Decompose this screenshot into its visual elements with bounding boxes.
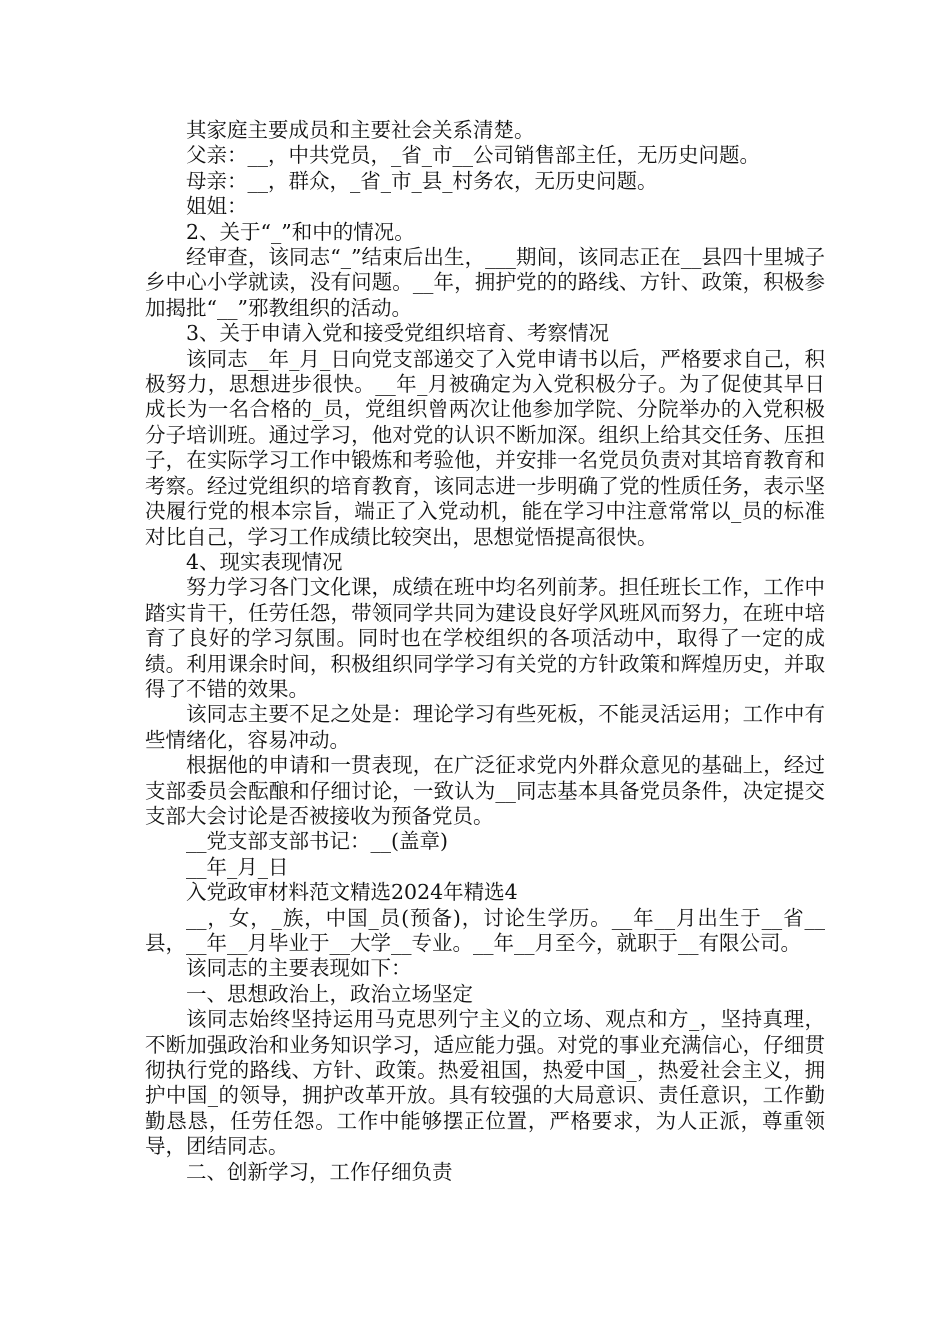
section-heading-3: 3、关于申请入党和接受党组织培育、考察情况 (186, 321, 610, 346)
section-heading-2: 2、关于“_”和中的情况。 (186, 219, 415, 244)
paragraph-profile: __，女，_族，中国_员(预备)，讨论生学历。__年__月出生于__省__县，__年__月毕业于__大学__专业。__年__月至今，就职于__有限公司。 (145, 905, 825, 955)
document-body (145, 118, 825, 1185)
paragraph-mother: 母亲：__，群众，_省_市_县_村务农，无历史问题。 (186, 168, 658, 193)
paragraph-sister: 姐姐： (186, 194, 248, 219)
paragraph-application: 该同志__年_月_日向党支部递交了入党申请书以后，严格要求自己，积极努力，思想进步很快。__年_月被确定为入党积极分子。为了促使其早日成长为一名合格的_员，党组织曾两次让他参加学院、分院举办的入党积极分子培训班。通过学习，他对党的认识不断加深。组织上给其交任务、压担子，在实际学习工作中锻炼和考验他，并安排一名党员负责对其培育教育和考察。经过党组织的培育教育，该同志进一步明确了党的性质任务，表示坚决履行党的根本宗旨，端正了入党动机，能在学习中注意常常以_员的标准对比自己，学习工作成绩比较突出，思想觉悟提高很快。 (145, 346, 825, 549)
paragraph-signature: __党支部支部书记：__(盖章) (186, 829, 448, 854)
paragraph-shortcomings: 该同志主要不足之处是：理论学习有些死板，不能灵活运用；工作中有些情绪化，容易冲动。 (145, 702, 825, 752)
paragraph-review: 经审查，该同志“_”结束后出生，___期间，该同志正在__县四十里城子乡中心小学就读，没有问题。__年，拥护党的的路线、方针、政策，积极参加揭批“__”邪教组织的活动。 (145, 245, 825, 320)
paragraph-date: __年_月_日 (186, 854, 289, 879)
section-heading-political: 一、思想政治上，政治立场坚定 (186, 981, 473, 1006)
paragraph-conclusion: 根据他的申请和一贯表现，在广泛征求党内外群众意见的基础上，经过支部委员会酝酿和仔细讨论，一致认为__同志基本具备党员条件，决定提交支部大会讨论是否被接收为预备党员。 (145, 753, 825, 828)
paragraph-father: 父亲：__，中共党员，_省_市__公司销售部主任，无历史问题。 (186, 143, 760, 168)
document-title-4: 入党政审材料范文精选2024年精选4 (186, 880, 518, 905)
section-heading-learning: 二、创新学习，工作仔细负责 (186, 1159, 453, 1184)
paragraph-performance: 努力学习各门文化课，成绩在班中均名列前茅。担任班长工作，工作中踏实肯干，任劳任怨，带领同学共同为建设良好学风班风而努力，在班中培育了良好的学习氛围。同时也在学校组织的各项活动中，取得了一定的成绩。利用课余时间，积极组织同学学习有关党的方针政策和辉煌历史，并取得了不错的效果。 (145, 575, 825, 701)
paragraph-political: 该同志始终坚持运用马克思列宁主义的立场、观点和方_，坚持真理，不断加强政治和业务知识学习，适应能力强。对党的事业充满信心，仔细贯彻执行党的路线、方针、政策。热爱祖国，热爱中国_，热爱社会主义，拥护中国_的领导，拥护改革开放。具有较强的大局意识、责任意识，工作勤勤恳恳，任劳任怨。工作中能够摆正位置，严格要求，为人正派，尊重领导，团结同志。 (145, 1007, 825, 1159)
paragraph-family-intro: 其家庭主要成员和主要社会关系清楚。 (186, 118, 535, 142)
paragraph-main-performance: 该同志的主要表现如下： (186, 956, 412, 981)
section-heading-4: 4、现实表现情况 (186, 549, 343, 574)
